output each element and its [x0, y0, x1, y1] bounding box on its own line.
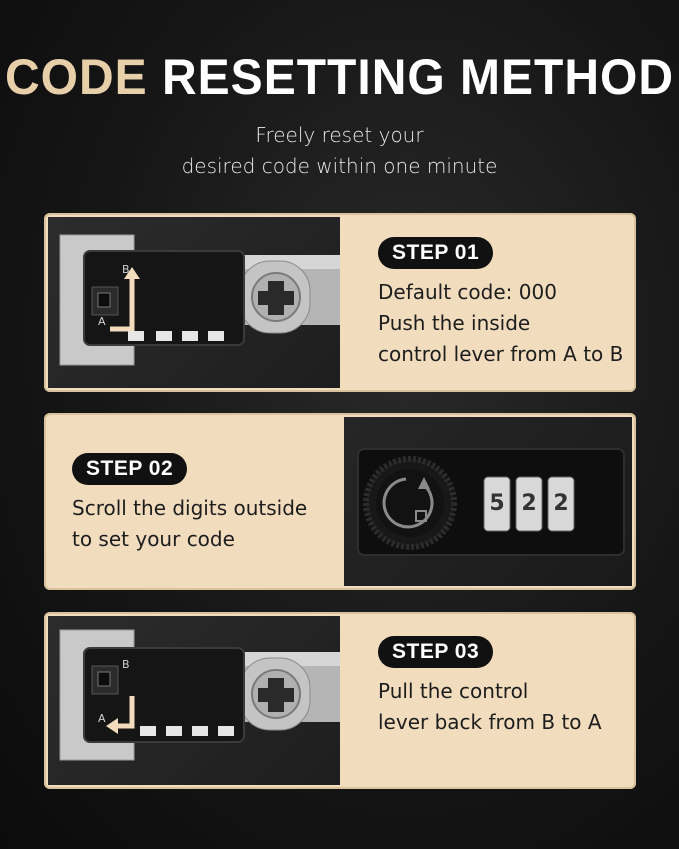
lever-label-a: A [98, 315, 106, 328]
step-2-panel [44, 413, 636, 590]
step-2-text [72, 453, 307, 555]
step-3-description [378, 676, 602, 738]
step-2-line-1: Scroll the digits outside [72, 496, 308, 520]
digit-3[interactable]: 2 [553, 491, 569, 516]
digit-2[interactable]: 2 [521, 491, 537, 516]
step-3-badge: STEP 03 [378, 636, 493, 668]
step-1-description [378, 277, 623, 370]
step-1-illustration [48, 217, 340, 388]
step-1-panel [44, 213, 636, 392]
page-title [0, 49, 679, 107]
subtitle-line-2: desired code within one minute [181, 154, 498, 178]
lever-label-a: A [98, 712, 106, 725]
subtitle [0, 120, 679, 182]
step-1-text [378, 237, 623, 370]
subtitle-line-1: Freely reset your [255, 123, 424, 147]
combination-dial-illustration [344, 417, 632, 586]
step-2-badge: STEP 02 [72, 453, 187, 485]
step-1-line-2: Push the inside [378, 311, 531, 335]
lock-mechanism-push-illustration [48, 217, 340, 388]
digit-wheels [484, 477, 574, 531]
lock-mechanism-pull-illustration [48, 616, 340, 785]
step-3-panel [44, 612, 636, 789]
step-2-line-2: to set your code [72, 527, 235, 551]
step-2-description [72, 493, 307, 555]
digit-1[interactable]: 5 [489, 491, 505, 516]
step-1-line-1: Default code: 000 [378, 280, 557, 304]
step-3-line-1: Pull the control [378, 679, 529, 703]
step-3-illustration [48, 616, 340, 785]
lever-label-b: B [122, 263, 130, 276]
title-rest: RESETTING METHOD [162, 49, 675, 106]
title-accent: CODE [4, 49, 148, 106]
step-3-line-2: lever back from B to A [378, 710, 602, 734]
step-1-badge: STEP 01 [378, 237, 493, 269]
step-3-text [378, 636, 602, 738]
step-1-line-3: control lever from A to B [378, 342, 624, 366]
lever-label-b: B [122, 658, 130, 671]
step-2-illustration [344, 417, 632, 586]
